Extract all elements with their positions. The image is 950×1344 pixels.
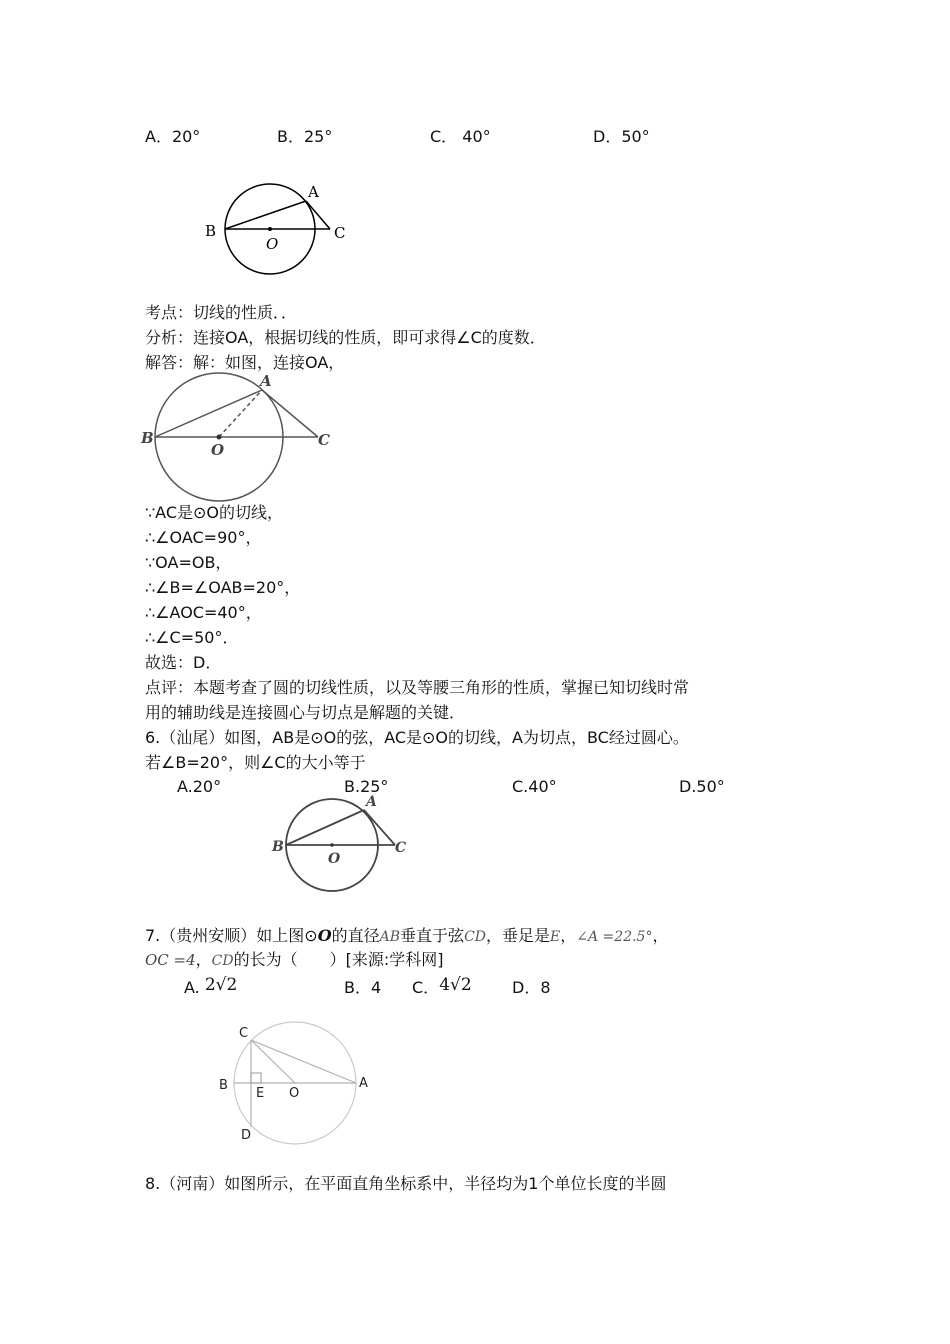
label-b: B	[272, 839, 284, 855]
q7-option-c-label: C．	[412, 978, 440, 997]
label-o: O	[289, 1086, 300, 1101]
line-oa-dashed	[219, 390, 262, 437]
label-o: O	[211, 441, 225, 459]
right-angle-mark	[251, 1073, 261, 1083]
q5-step-1: ∵AC是⊙O的切线，	[145, 503, 284, 522]
label-o: O	[266, 235, 279, 253]
q6-question-line-1: 6.（汕尾）如图，AB是⊙O的弦，AC是⊙O的切线，A为切点，BC经过圆心。	[145, 728, 689, 747]
q7-math-oc: OC =4	[145, 951, 196, 969]
q7-text-length: 的长为（ ）[来源:学科网]	[233, 950, 444, 969]
q7-text-diameter: 的直径	[331, 926, 380, 945]
line-ba	[225, 201, 306, 229]
q7-text-comma-2: ，	[652, 926, 669, 945]
q6-question-line-2: 若∠B=20°，则∠C的大小等于	[145, 753, 366, 772]
q5-fenxi: 分析：连接OA，根据切线的性质，即可求得∠C的度数．	[145, 328, 546, 347]
q5-step-6: ∴∠C=50°．	[145, 628, 239, 647]
center-dot	[217, 435, 222, 440]
q7-math-angle: ∠A =22.5°	[576, 929, 653, 945]
q5-dianping-line-1: 点评：本题考查了圆的切线性质，以及等腰三角形的性质，掌握已知切线时常	[145, 678, 690, 697]
label-a: A	[308, 183, 319, 201]
label-b: B	[219, 1078, 228, 1093]
label-o: O	[328, 851, 341, 867]
label-a: A	[359, 1076, 368, 1091]
q6-option-a: A.20°	[177, 777, 222, 796]
q5-option-a: A．20°	[145, 127, 201, 146]
line-ca	[251, 1040, 356, 1083]
q7-option-a	[184, 977, 237, 999]
q7-option-b: B．4	[344, 978, 382, 997]
q5-option-d: D．50°	[593, 127, 650, 146]
q7-math-ab: AB	[379, 929, 401, 945]
q7-question-line-2	[145, 949, 444, 972]
line-ac	[306, 201, 330, 229]
q7-question-line-1	[145, 925, 668, 948]
q5-step-4: ∴∠B=∠OAB=20°，	[145, 578, 301, 597]
q5-step-5: ∴∠AOC=40°，	[145, 603, 262, 622]
q5-step-2: ∴∠OAC=90°，	[145, 528, 262, 547]
q7-option-c-value: 4√2	[439, 975, 472, 995]
label-e: E	[256, 1086, 265, 1101]
q7-text-foot: ，垂足是	[486, 926, 551, 945]
q5-option-b: B．25°	[277, 127, 333, 146]
q7-option-a-value: 2√2	[204, 975, 238, 995]
q5-step-3: ∵OA=OB，	[145, 553, 232, 572]
q5-figure-circle-1	[195, 175, 365, 280]
q6-option-b: B.25°	[344, 777, 389, 796]
center-dot	[268, 227, 272, 231]
label-c: C	[239, 1026, 249, 1041]
q5-dianping-line-2: 用的辅助线是连接圆心与切点是解题的关键．	[145, 703, 466, 722]
q5-figure-circle-2	[138, 368, 338, 503]
q7-math-e: E	[550, 929, 561, 945]
q7-option-a-label: A.	[184, 978, 200, 997]
label-d: D	[241, 1128, 252, 1143]
label-b: B	[141, 429, 154, 447]
line-ac	[262, 390, 318, 437]
q7-text-comma-1: ，	[560, 926, 577, 945]
q7-math-cd-2: CD	[211, 953, 234, 969]
q5-kaodian: 考点：切线的性质．．	[145, 303, 298, 322]
q7-option-c	[412, 977, 472, 999]
line-co	[251, 1040, 295, 1083]
label-c: C	[318, 431, 330, 449]
line-ac	[364, 810, 395, 845]
q8-question-line-1: 8.（河南）如图所示，在平面直角坐标系中，半径均为1个单位长度的半圆	[145, 1174, 667, 1193]
q7-math-cd: CD	[464, 929, 486, 945]
center-dot	[330, 843, 334, 847]
q7-text-prefix: 7.（贵州安顺）如上图⊙	[145, 926, 318, 945]
label-b: B	[205, 222, 217, 240]
q5-jieda: 解答：解：如图，连接OA，	[145, 353, 345, 372]
line-ba	[155, 390, 262, 437]
q7-text-comma-3: ，	[195, 950, 212, 969]
q6-option-d: D.50°	[679, 777, 725, 796]
q5-option-c: C． 40°	[430, 127, 491, 146]
q6-figure-circle	[268, 790, 413, 900]
q7-option-d: D．8	[512, 978, 551, 997]
q7-circle-o: O	[317, 926, 332, 945]
q7-text-perp: 垂直于弦	[400, 926, 465, 945]
label-a: A	[260, 372, 272, 390]
label-c: C	[334, 224, 346, 242]
q5-guxuan: 故选：D．	[145, 653, 222, 672]
label-c: C	[395, 840, 407, 856]
q7-figure-circle	[215, 1018, 375, 1148]
label-a: A	[366, 794, 377, 810]
q6-option-c: C.40°	[512, 777, 557, 796]
